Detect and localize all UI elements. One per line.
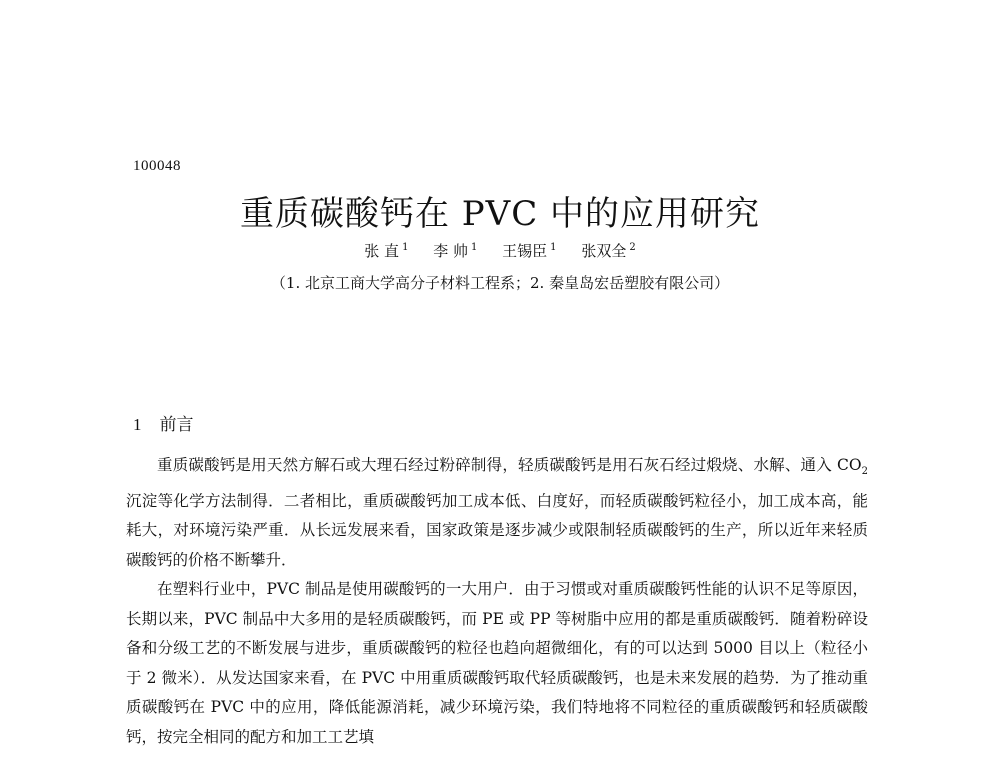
author-name: 张双全 (581, 242, 627, 260)
body-text (126, 451, 868, 752)
subscript: 2 (861, 466, 868, 478)
author-name: 李 帅 (433, 242, 468, 260)
affiliation-mark: 2 (629, 242, 636, 253)
author-name: 王锡臣 (502, 242, 548, 260)
paper-title: 重质碳酸钙在 PVC 中的应用研究 (239, 194, 761, 234)
author (581, 242, 635, 260)
affiliation-line: （1. 北京工商大学高分子材料工程系；2. 秦皇岛宏岳塑胶有限公司） (270, 274, 730, 292)
author-name: 张 直 (364, 242, 400, 260)
affiliation-mark: 1 (471, 242, 478, 253)
paragraph: 在塑料行业中，PVC 制品是使用碳酸钙的一大用户．由于习惯或对重质碳酸钙性能的认识不足等原因，长期以来，PVC 制品中大多用的是轻质碳酸钙，而 PE 或 PP 等树脂中应用的都是重质碳酸钙．随着粉碎设备和分级工艺的不断发展与进步，重质碳酸钙的粒径也趋向超微细化，有的可以达到 5000 目以上（粒径小于 2 微米）．从发达国家来看，在 PVC 中用重质碳酸钙取代轻质碳酸钙，也是未来发展的趋势．为了推动重质碳酸钙在 PVC 中的应用，降低能源消耗，减少环境污染，我们特地将不同粒径的重质碳酸钙和轻质碳酸钙，按完全相同的配方和加工工艺填 (126, 580, 868, 746)
section-number: 1 (133, 415, 142, 434)
affiliation-mark: 1 (402, 242, 409, 253)
affiliation-mark: 1 (550, 242, 557, 253)
author-list (0, 240, 1000, 261)
section-heading (133, 410, 194, 435)
paragraph (126, 451, 868, 575)
author (502, 242, 556, 260)
paragraph-text: 重质碳酸钙是用天然方解石或大理石经过粉碎制得，轻质碳酸钙是用石灰石经过煅烧、水解、通入 CO (157, 456, 862, 474)
section-title: 前言 (159, 415, 194, 435)
author (364, 242, 408, 260)
paragraph-text: 沉淀等化学方法制得．二者相比，重质碳酸钙加工成本低、白度好，而轻质碳酸钙粒径小，加工成本高，能耗大，对环境污染严重．从长远发展来看，国家政策是逐步减少或限制轻质碳酸钙的生产，所以近年来轻质碳酸钙的价格不断攀升． (126, 491, 868, 569)
document-number: 100048 (133, 158, 181, 174)
author (433, 242, 477, 260)
